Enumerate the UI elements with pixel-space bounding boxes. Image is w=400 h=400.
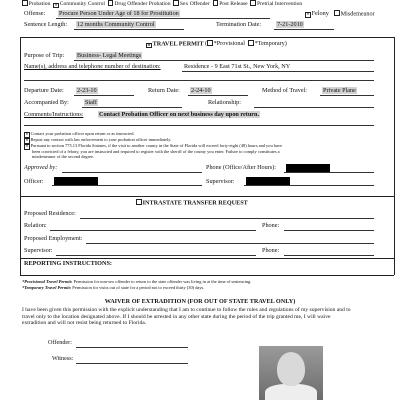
comments-value: Contact Probation Officer on next business day upon return. [99,111,260,118]
approved-label: Approved by: [24,164,58,171]
relation-label: Relation: [24,222,47,229]
proposed-employment-label: Proposed Employment: [24,235,83,242]
intrastate-top-border [20,196,394,197]
felony-box-checked: ✕ [306,12,310,17]
departure-label: Departure Date: [24,87,64,94]
phone-label: Phone (Office/After Hours): [206,164,276,171]
phone-redaction [286,164,330,172]
termination-value: 7-21-2010 [277,21,303,28]
reporting-label: REPORTING INSTRUCTIONS: [24,260,112,267]
officer-underline [52,185,202,186]
proposed-employment-underline [86,243,374,244]
method-underline [320,95,374,96]
return-value: 2-24-10 [191,87,211,94]
felony-checkbox[interactable]: ✕ Felony [306,10,329,17]
supervisor-label: Supervisor: [206,178,235,185]
supervisor-underline [244,185,374,186]
photo-shoulders [265,384,317,400]
accompanied-value: Staff [85,99,97,106]
provisional-note: *Provisional Travel Permit: Permission for non-sex offender to return to the state offender was living in at the time of sentencing. [22,279,252,284]
departure-underline [74,95,134,96]
method-label: Method of Travel: [262,87,308,94]
checkbox-sex-offender[interactable]: Sex Offender [173,1,209,7]
destination-label: Name(s), address and telephone number of destination: [24,63,161,70]
photo-head [277,352,305,386]
box-left-border [20,37,21,275]
supervisor2-label: Supervisor: [24,247,53,254]
instruction-3: ✕ Pursuant to section 775.13 Florida Statutes, if the visit to another county in the State of Florida will exceed forty-eight (48) hours and you have [25,143,283,149]
instruction-3-cont-2: misdemeanor of the second degree. [32,154,95,159]
offender-signature-line[interactable] [76,347,188,348]
waiver-line-2: travel only to the location designated above. If I should be arrested in any other state during the period of the trip granted me, I will waive [22,313,331,320]
departure-value: 2-23-10 [77,87,97,94]
instruction-box-checked: ✕ [25,144,29,149]
instruction-box-checked: ✕ [25,138,29,143]
relationship-label: Relationship: [208,99,241,106]
temporary-note: *Temporary Travel Permit: Permission for visits out of state for a period not to exceed thirty (30) days. [22,285,205,290]
reporting-top-border [20,258,394,259]
offense-label: Offense: [24,10,46,17]
sentence-underline [74,29,184,30]
instruction-box-checked: ✕ [25,132,29,137]
method-value: Private Plane [323,87,356,94]
checkbox-box [173,0,179,6]
supervisor-redaction [246,177,290,185]
supervisor2-phone-label: Phone: [262,247,280,254]
phone-underline [284,172,374,173]
offender-label: Offender: [48,339,72,346]
intrastate-box[interactable] [136,199,142,205]
return-label: Return Date: [148,87,180,94]
checkbox-box-checked: ✕ [54,2,58,7]
offense-value: Procure Person Under Age of 18 for Prostitution [59,10,179,17]
instruction-3-cont: been convicted of a felony, you are instructed and required to register with the sheriff of the county you enter. Failure to comply constitutes a [32,148,280,154]
instruction-2: ✕ Report any contact with law enforcement to your probation officer immediately. [25,137,172,143]
misdemeanor-checkbox[interactable]: Misdemeanor [334,10,375,17]
sentence-value: 12 months Community Control [77,21,155,28]
instruction-1: ✕ Contact your probation officer upon return or as instructed. [25,131,135,137]
comments-underline [24,125,374,126]
box-right-border [394,37,395,275]
checkbox-community-control[interactable]: ✕ Community Control [54,1,105,8]
top-checkbox-row [22,0,302,8]
checkbox-box [22,0,28,6]
checkbox-box [250,0,256,6]
officer-label: Officer: [24,178,44,185]
destination-value: Residence - 9 East 71st St., New York, NY [184,63,291,70]
checkbox-post-release[interactable]: Post Release [213,1,248,7]
return-underline [188,95,248,96]
sentence-label: Sentence Length: [24,21,68,28]
accompanied-label: Accompanied By: [24,99,69,106]
termination-underline [274,29,334,30]
relation-underline [50,230,256,231]
destination-underline [182,71,374,72]
travel-permit-box-checked[interactable]: ✕ [147,42,151,47]
destination-underline-2 [24,80,374,81]
waiver-title: WAIVER OF EXTRADITION (FOR OUT OF STATE TRAVEL ONLY) [104,298,296,305]
proposed-residence-label: Proposed Residence: [24,210,76,217]
relation-phone-label: Phone: [262,222,280,229]
offender-photo [259,346,323,400]
relation-phone-underline [284,230,374,231]
supervisor2-phone-underline [284,255,374,256]
waiver-line-3: extradition and will not resist being returned to Florida. [22,320,147,326]
box-top-border [20,37,394,38]
checkbox-drug-offender[interactable]: Drug Offender Probation [108,1,171,7]
purpose-value: Business- Legal Meetings [77,52,142,59]
box-bottom-border [20,275,394,276]
accompanied-underline [82,107,182,108]
officer-redaction [54,177,98,185]
travel-permit-title-row: ✕ TRAVEL PERMIT ( *Provisional *Temporary) [147,40,287,48]
proposed-residence-underline [80,218,374,219]
checkbox-box [108,0,114,6]
waiver-line-1: I have been given this permission with the explicit understanding that I am to continue to follow the rules and regulations of my supervision and to [22,307,351,313]
witness-signature-line[interactable] [76,363,188,364]
misdemeanor-box [334,10,340,16]
comments-label: Comments/Instructions: [24,111,84,118]
relationship-underline [254,107,374,108]
intrastate-title-row: INTRASTATE TRANSFER REQUEST [136,199,248,206]
purpose-underline [74,60,374,61]
provisional-box[interactable] [207,40,213,46]
checkbox-probation[interactable]: Probation [22,1,50,7]
supervisor2-underline [56,255,256,256]
termination-label: Termination Date: [216,21,262,28]
temporary-box[interactable] [248,40,254,46]
witness-label: Witness: [52,355,74,362]
checkbox-pretrial[interactable]: Pretrial Intervention [250,1,302,7]
checkbox-box [213,0,219,6]
approved-underline [62,172,202,173]
offense-underline [56,18,270,19]
purpose-label: Purpose of Trip: [24,52,65,59]
